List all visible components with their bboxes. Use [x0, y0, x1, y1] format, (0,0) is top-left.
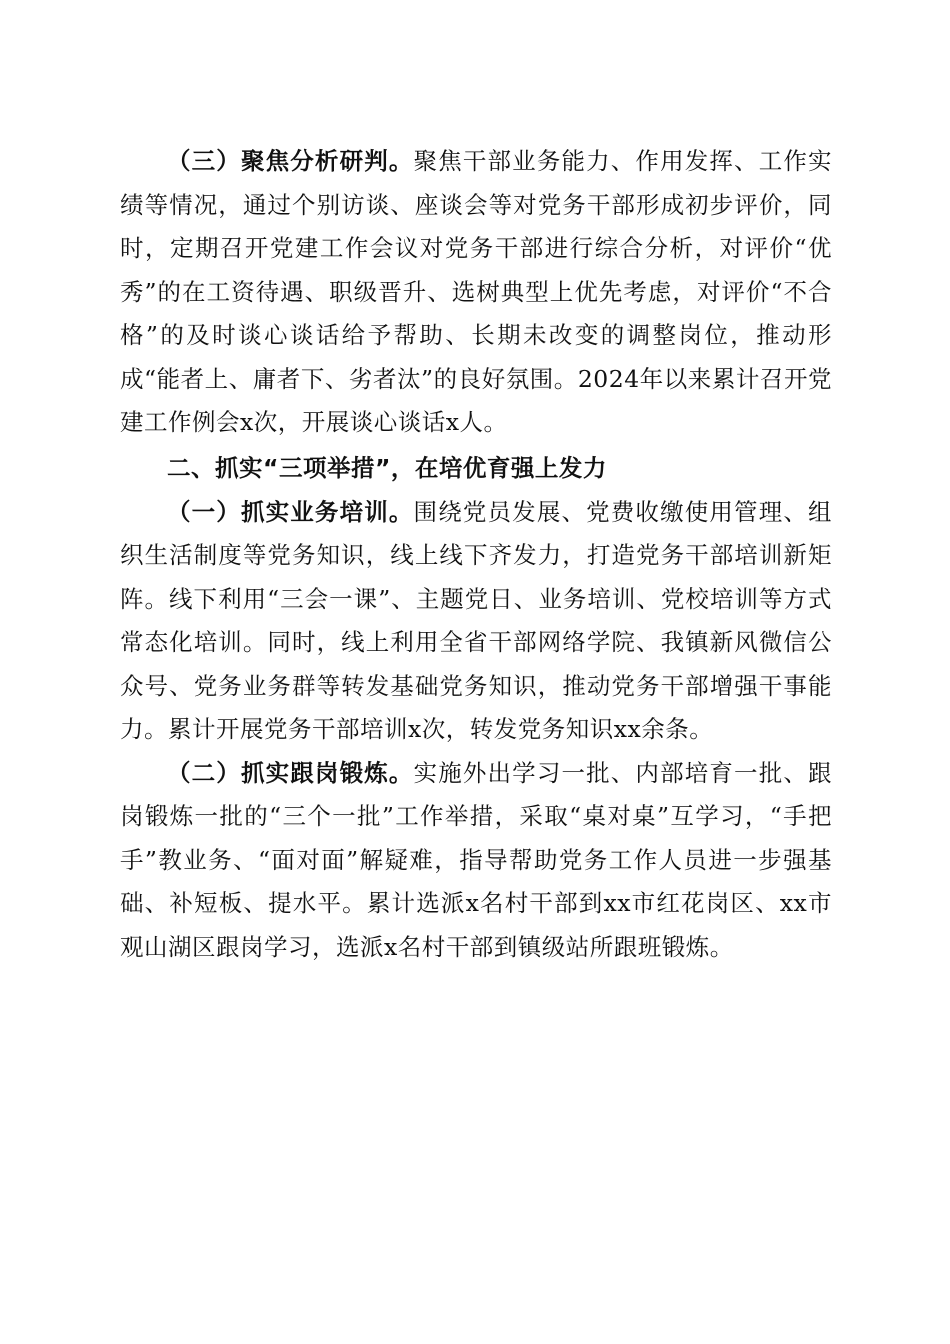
- paragraph-subsection-2: [120, 752, 832, 970]
- section-heading: 二、抓实“三项举措”，在培优育强上发力: [167, 453, 607, 482]
- paragraph-subsection-1: [120, 491, 832, 752]
- paragraph-section-3: [120, 140, 832, 445]
- paragraph-lead: （二）抓实跟岗锻炼。: [167, 758, 414, 787]
- paragraph-text: 围绕党员发展、党费收缴使用管理、组织生活制度等党务知识，线上线下齐发力，打造党务干部培训新矩阵。线下利用“三会一课”、主题党日、业务培训、党校培训等方式常态化培训。同时，线上利用全省干部网络学院、我镇新风微信公众号、党务业务群等转发基础党务知识，推动党务干部增强干事能力。累计开展党务干部培训x次，转发党务知识xx余条。: [120, 497, 833, 743]
- paragraph-lead: （一）抓实业务培训。: [167, 497, 414, 526]
- paragraph-lead: （三）聚焦分析研判。: [167, 147, 414, 175]
- paragraph-text: 实施外出学习一批、内部培育一批、跟岗锻炼一批的“三个一批”工作举措，采取“桌对桌”互学习，“手把手”教业务、“面对面”解疑难，指导帮助党务工作人员进一步强基础、补短板、提水平。累计选派x名村干部到xx市红花岗区、xx市观山湖区跟岗学习，选派x名村干部到镇级站所跟班锻炼。: [120, 758, 833, 961]
- paragraph-text: 聚焦干部业务能力、作用发挥、工作实绩等情况，通过个别访谈、座谈会等对党务干部形成初步评价，同时，定期召开党建工作会议对党务干部进行综合分析，对评价“优秀”的在工资待遇、职级晋升、选树典型上优先考虑，对评价“不合格”的及时谈心谈话给予帮助、长期未改变的调整岗位，推动形成“能者上、庸者下、劣者汰”的良好氛围。2024年以来累计召开党建工作例会x次，开展谈心谈话x人。: [120, 147, 833, 436]
- document-body: [120, 140, 832, 969]
